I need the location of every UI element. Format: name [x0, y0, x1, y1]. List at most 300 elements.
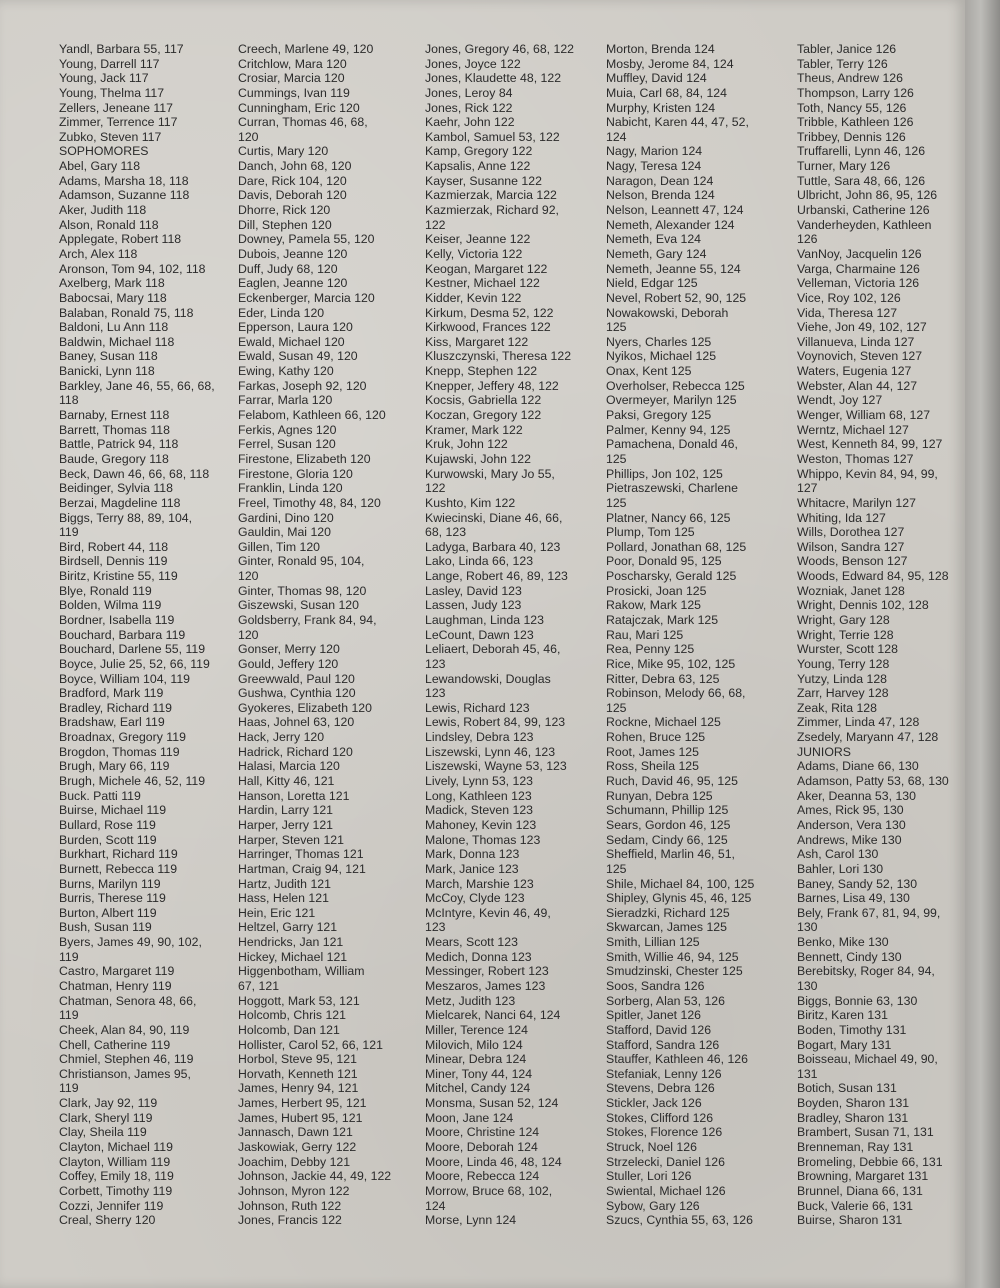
index-entry: Alson, Ronald 118 — [59, 217, 159, 232]
index-entry: Berzai, Magdeline 118 — [59, 495, 181, 510]
index-entry: Clayton, William 119 — [59, 1154, 171, 1169]
index-entry: 124 — [606, 129, 627, 144]
index-entry: Kocsis, Gabriella 122 — [425, 393, 542, 408]
index-entry: Bouchard, Barbara 119 — [59, 627, 186, 642]
index-entry: Long, Kathleen 123 — [425, 788, 532, 803]
index-entry: Baude, Gregory 118 — [59, 451, 169, 466]
index-entry: Yandl, Barbara 55, 117 — [59, 42, 184, 56]
index-entry: Aker, Judith 118 — [59, 203, 147, 218]
index-entry: Wright, Dennis 102, 128 — [797, 598, 929, 613]
index-entry: SOPHOMORES — [59, 144, 149, 159]
index-entry: Nemeth, Alexander 124 — [606, 217, 735, 232]
index-entry: Felabom, Kathleen 66, 120 — [238, 408, 386, 423]
index-entry: Hack, Jerry 120 — [238, 730, 325, 745]
index-entry: Kirkum, Desma 52, 122 — [425, 305, 554, 320]
index-entry: Stevens, Debra 126 — [606, 1081, 715, 1096]
index-entry: Firestone, Gloria 120 — [238, 466, 353, 481]
index-entry: LeCount, Dawn 123 — [425, 627, 534, 642]
index-entry: Vice, Roy 102, 126 — [797, 290, 901, 305]
index-entry: 68, 123 — [425, 525, 467, 540]
index-entry: 119 — [59, 949, 79, 964]
index-entry: Villanueva, Linda 127 — [797, 334, 915, 349]
index-entry: Velleman, Victoria 126 — [797, 276, 920, 291]
index-entry: Moore, Christine 124 — [425, 1125, 540, 1140]
index-entry: Tribbey, Dennis 126 — [797, 129, 906, 144]
index-entry: 119 — [59, 1008, 79, 1023]
index-entry: Ulbricht, John 86, 95, 126 — [797, 188, 938, 203]
index-entry: 124 — [425, 1198, 446, 1213]
index-entry: Stuller, Lori 126 — [606, 1169, 692, 1184]
index-entry: West, Kenneth 84, 99, 127 — [797, 437, 943, 452]
index-entry: Nabicht, Karen 44, 47, 52, — [606, 115, 749, 130]
index-entry: Moore, Linda 46, 48, 124 — [425, 1154, 562, 1169]
index-entry: Malone, Thomas 123 — [425, 832, 541, 847]
index-entry: Goldsberry, Frank 84, 94, — [238, 612, 377, 627]
index-entry: Banicki, Lynn 118 — [59, 364, 155, 379]
index-entry: Nemeth, Jeanne 55, 124 — [606, 261, 741, 276]
index-entry: Lako, Linda 66, 123 — [425, 554, 534, 569]
index-entry: Cozzi, Jennifer 119 — [59, 1198, 164, 1213]
index-entry: Tuttle, Sara 48, 66, 126 — [797, 173, 926, 188]
index-entry: Freel, Timothy 48, 84, 120 — [238, 495, 381, 510]
index-entry: Wills, Dorothea 127 — [797, 525, 905, 540]
index-entry: Babocsai, Mary 118 — [59, 290, 167, 305]
index-entry: Ash, Carol 130 — [797, 847, 879, 862]
index-entry: Heltzel, Garry 121 — [238, 920, 338, 935]
index-entry: Broadnax, Gregory 119 — [59, 730, 186, 745]
index-entry: Brugh, Michele 46, 52, 119 — [59, 774, 206, 789]
index-entry: Johnson, Jackie 44, 49, 122 — [238, 1169, 392, 1184]
index-entry: Knepper, Jeffery 48, 122 — [425, 378, 559, 393]
index-entry: Wright, Gary 128 — [797, 612, 890, 627]
index-entry: Jannasch, Dawn 121 — [238, 1125, 353, 1140]
index-entry: Lange, Robert 46, 89, 123 — [425, 569, 568, 584]
index-entry: Kiss, Margaret 122 — [425, 334, 529, 349]
index-entry: Lindsley, Debra 123 — [425, 730, 534, 745]
index-entry: Tabler, Terry 126 — [797, 56, 888, 71]
index-entry: Moore, Deborah 124 — [425, 1140, 538, 1155]
index-entry: Johnson, Myron 122 — [238, 1183, 350, 1198]
index-entry: Paksi, Gregory 125 — [606, 408, 712, 423]
index-entry: 119 — [59, 1081, 79, 1096]
index-entry: Shile, Michael 84, 100, 125 — [606, 876, 755, 891]
index-entry: Sedam, Cindy 66, 125 — [606, 832, 728, 847]
index-entry: Mark, Janice 123 — [425, 861, 519, 876]
index-entry: Holcomb, Chris 121 — [238, 1008, 346, 1023]
index-entry: Kayser, Susanne 122 — [425, 173, 542, 188]
index-entry: Clark, Sheryl 119 — [59, 1110, 153, 1125]
index-entry: Mitchel, Candy 124 — [425, 1081, 531, 1096]
index-entry: Curtis, Mary 120 — [238, 144, 329, 159]
index-entry: Tribble, Kathleen 126 — [797, 115, 914, 130]
index-entry: Hein, Eric 121 — [238, 905, 316, 920]
index-entry: Smudzinski, Chester 125 — [606, 964, 743, 979]
index-column-5 — [797, 42, 949, 1228]
index-entry: Critchlow, Mara 120 — [238, 56, 347, 71]
index-entry: 127 — [797, 481, 818, 496]
index-entry: Truffarelli, Lynn 46, 126 — [797, 144, 926, 159]
index-entry: Chell, Catherine 119 — [59, 1037, 171, 1052]
index-entry: Anderson, Vera 130 — [797, 817, 906, 832]
index-entry: Burton, Albert 119 — [59, 905, 157, 920]
index-entry: Onax, Kent 125 — [606, 364, 692, 379]
index-entry: Cummings, Ivan 119 — [238, 85, 350, 100]
index-entry: McCoy, Clyde 123 — [425, 891, 525, 906]
index-entry: Ferkis, Agnes 120 — [238, 422, 337, 437]
index-entry: Lively, Lynn 53, 123 — [425, 774, 534, 789]
index-entry: Smith, Lillian 125 — [606, 935, 700, 950]
index-entry: Bush, Susan 119 — [59, 920, 152, 935]
index-entry: Hartz, Judith 121 — [238, 876, 331, 891]
index-entry: Mielcarek, Nanci 64, 124 — [425, 1008, 561, 1023]
index-entry: Keogan, Margaret 122 — [425, 261, 548, 276]
index-entry: Ewald, Susan 49, 120 — [238, 349, 358, 364]
index-entry: Farkas, Joseph 92, 120 — [238, 378, 367, 393]
index-entry: Robinson, Melody 66, 68, — [606, 686, 746, 701]
index-entry: Miner, Tony 44, 124 — [425, 1066, 533, 1081]
index-entry: Pamachena, Donald 46, — [606, 437, 738, 452]
index-entry: Metz, Judith 123 — [425, 993, 516, 1008]
index-entry: Poscharsky, Gerald 125 — [606, 569, 737, 584]
index-entry: Spitler, Janet 126 — [606, 1008, 702, 1023]
index-entry: Giszewski, Susan 120 — [238, 598, 359, 613]
index-entry: Nield, Edgar 125 — [606, 276, 698, 291]
index-entry: Ginter, Ronald 95, 104, — [238, 554, 365, 569]
index-entry: Hadrick, Richard 120 — [238, 744, 353, 759]
index-entry: Baney, Sandy 52, 130 — [797, 876, 918, 891]
index-entry: Barnaby, Ernest 118 — [59, 408, 170, 423]
index-entry: Stokes, Florence 126 — [606, 1125, 723, 1140]
index-entry: Runyan, Debra 125 — [606, 788, 713, 803]
index-entry: Wenger, William 68, 127 — [797, 408, 931, 423]
index-entry: Franklin, Linda 120 — [238, 481, 343, 496]
index-entry: Dill, Stephen 120 — [238, 217, 332, 232]
index-entry: Ratajczak, Mark 125 — [606, 612, 719, 627]
index-entry: Dubois, Jeanne 120 — [238, 246, 348, 261]
index-entry: Coffey, Emily 18, 119 — [59, 1169, 174, 1184]
index-column-3 — [425, 42, 574, 1228]
index-entry: Liszewski, Wayne 53, 123 — [425, 759, 567, 774]
index-entry: 125 — [606, 861, 627, 876]
index-entry: Zarr, Harvey 128 — [797, 686, 889, 701]
index-entry: Szucs, Cynthia 55, 63, 126 — [606, 1213, 753, 1228]
index-entry: Thompson, Larry 126 — [797, 85, 914, 100]
index-entry: Stokes, Clifford 126 — [606, 1110, 714, 1125]
index-entry: Ginter, Thomas 98, 120 — [238, 583, 367, 598]
index-entry: Chmiel, Stephen 46, 119 — [59, 1052, 194, 1067]
index-entry: Corbett, Timothy 119 — [59, 1183, 173, 1198]
index-entry: Kapsalis, Anne 122 — [425, 159, 531, 174]
index-entry: 123 — [425, 656, 446, 671]
index-entry: Swiental, Michael 126 — [606, 1183, 726, 1198]
index-entry: Werntz, Michael 127 — [797, 422, 909, 437]
index-entry: Biggs, Bonnie 63, 130 — [797, 993, 918, 1008]
index-entry: Minear, Debra 124 — [425, 1052, 527, 1067]
index-entry: Hoggott, Mark 53, 121 — [238, 993, 360, 1008]
index-entry: Sieradzki, Richard 125 — [606, 905, 730, 920]
index-entry: Kazmierzak, Richard 92, — [425, 203, 559, 218]
index-entry: Adamson, Suzanne 118 — [59, 188, 190, 203]
index-entry: Murphy, Kristen 124 — [606, 100, 716, 115]
index-entry: Birdsell, Dennis 119 — [59, 554, 168, 569]
index-entry: Kurwowski, Mary Jo 55, — [425, 466, 555, 481]
index-entry: Morse, Lynn 124 — [425, 1213, 517, 1228]
index-entry: Bradford, Mark 119 — [59, 686, 164, 701]
index-entry: VanNoy, Jacquelin 126 — [797, 246, 922, 261]
index-entry: Morrow, Bruce 68, 102, — [425, 1183, 553, 1198]
index-entry: Baney, Susan 118 — [59, 349, 158, 364]
index-entry: Chatman, Senora 48, 66, — [59, 993, 197, 1008]
index-entry: Bradley, Richard 119 — [59, 700, 173, 715]
index-entry: Burden, Scott 119 — [59, 832, 157, 847]
index-entry: Bird, Robert 44, 118 — [59, 539, 169, 554]
index-entry: Ritter, Debra 63, 125 — [606, 671, 720, 686]
index-entry: Boyden, Sharon 131 — [797, 1096, 910, 1111]
index-entry: Gushwa, Cynthia 120 — [238, 686, 356, 701]
index-entry: Bradley, Sharon 131 — [797, 1110, 909, 1125]
index-entry: Halasi, Marcia 120 — [238, 759, 340, 774]
index-entry: Shipley, Glynis 45, 46, 125 — [606, 891, 752, 906]
index-entry: Hollister, Carol 52, 66, 121 — [238, 1037, 383, 1052]
index-entry: Muia, Carl 68, 84, 124 — [606, 85, 727, 100]
index-entry: Bennett, Cindy 130 — [797, 949, 902, 964]
index-entry: Wendt, Joy 127 — [797, 393, 883, 408]
index-entry: Hanson, Loretta 121 — [238, 788, 350, 803]
index-entry: Ross, Sheila 125 — [606, 759, 699, 774]
index-entry: Abel, Gary 118 — [59, 159, 141, 174]
index-entry: Balaban, Ronald 75, 118 — [59, 305, 194, 320]
index-entry: Kluszczynski, Theresa 122 — [425, 349, 572, 364]
index-entry: Waters, Eugenia 127 — [797, 364, 912, 379]
index-entry: Adams, Diane 66, 130 — [797, 759, 919, 774]
index-entry: McIntyre, Kevin 46, 49, — [425, 905, 551, 920]
index-entry: Yutzy, Linda 128 — [797, 671, 888, 686]
index-entry: Downey, Pamela 55, 120 — [238, 232, 375, 247]
index-entry: Arch, Alex 118 — [59, 246, 138, 261]
index-entry: Toth, Nancy 55, 126 — [797, 100, 907, 115]
index-entry: Skwarcan, James 125 — [606, 920, 727, 935]
index-entry: Andrews, Mike 130 — [797, 832, 902, 847]
index-entry: Zimmer, Linda 47, 128 — [797, 715, 920, 730]
index-entry: Ames, Rick 95, 130 — [797, 803, 904, 818]
index-entry: Baldwin, Michael 118 — [59, 334, 175, 349]
index-entry: Brunnel, Diana 66, 131 — [797, 1183, 923, 1198]
index-entry: 130 — [797, 920, 818, 935]
index-entry: Palmer, Kenny 94, 125 — [606, 422, 731, 437]
index-entry: Harper, Jerry 121 — [238, 817, 334, 832]
index-entry: Gould, Jeffery 120 — [238, 656, 339, 671]
index-entry: Boisseau, Michael 49, 90, — [797, 1052, 938, 1067]
index-entry: Ladyga, Barbara 40, 123 — [425, 539, 561, 554]
index-entry: Morton, Brenda 124 — [606, 42, 715, 56]
index-entry: Stickler, Jack 126 — [606, 1096, 702, 1111]
index-entry: Mahoney, Kevin 123 — [425, 817, 537, 832]
index-entry: Moore, Rebecca 124 — [425, 1169, 540, 1184]
index-entry: Nevel, Robert 52, 90, 125 — [606, 290, 747, 305]
index-entry: Adams, Marsha 18, 118 — [59, 173, 189, 188]
index-entry: Kruk, John 122 — [425, 437, 508, 452]
index-entry: Whitacre, Marilyn 127 — [797, 495, 916, 510]
index-entry: Keiser, Jeanne 122 — [425, 232, 531, 247]
index-entry: March, Marshie 123 — [425, 876, 534, 891]
index-entry: 125 — [606, 451, 627, 466]
index-entry: Wurster, Scott 128 — [797, 642, 898, 657]
index-entry: Dhorre, Rick 120 — [238, 203, 331, 218]
index-entry: Danch, John 68, 120 — [238, 159, 352, 174]
index-entry: Jones, Rick 122 — [425, 100, 513, 115]
index-entry: 120 — [238, 627, 259, 642]
index-entry: Varga, Charmaine 126 — [797, 261, 920, 276]
index-entry: Battle, Patrick 94, 118 — [59, 437, 179, 452]
index-entry: Tabler, Janice 126 — [797, 42, 897, 56]
index-entry: Burnett, Rebecca 119 — [59, 861, 178, 876]
index-entry: Prosicki, Joan 125 — [606, 583, 707, 598]
index-entry: Nagy, Marion 124 — [606, 144, 703, 159]
index-entry: 125 — [606, 700, 627, 715]
index-entry: 119 — [59, 525, 79, 540]
index-entry: Mark, Donna 123 — [425, 847, 520, 862]
index-entry: Hartman, Craig 94, 121 — [238, 861, 366, 876]
index-entry: Madick, Steven 123 — [425, 803, 534, 818]
index-entry: Zsedely, Maryann 47, 128 — [797, 730, 939, 745]
index-entry: Hickey, Michael 121 — [238, 949, 348, 964]
index-entry: James, Henry 94, 121 — [238, 1081, 359, 1096]
index-entry: Kamp, Gregory 122 — [425, 144, 533, 159]
index-entry: Whippo, Kevin 84, 94, 99, — [797, 466, 938, 481]
index-entry: Byers, James 49, 90, 102, — [59, 935, 202, 950]
index-entry: Moon, Jane 124 — [425, 1110, 514, 1125]
index-entry: Duff, Judy 68, 120 — [238, 261, 338, 276]
index-entry: Joachim, Debby 121 — [238, 1154, 351, 1169]
index-entry: Applegate, Robert 118 — [59, 232, 182, 247]
index-entry: Farrar, Marla 120 — [238, 393, 333, 408]
index-entry: Vanderheyden, Kathleen — [797, 217, 932, 232]
index-entry: Kirkwood, Frances 122 — [425, 320, 551, 335]
index-entry: Bogart, Mary 131 — [797, 1037, 892, 1052]
index-entry: Young, Thelma 117 — [59, 85, 165, 100]
index-entry: Whiting, Ida 127 — [797, 510, 886, 525]
index-entry: Browning, Margaret 131 — [797, 1169, 929, 1184]
index-entry: Viehe, Jon 49, 102, 127 — [797, 320, 927, 335]
index-entry: Laughman, Linda 123 — [425, 612, 544, 627]
index-entry: Rohen, Bruce 125 — [606, 730, 706, 745]
index-entry: Barrett, Thomas 118 — [59, 422, 170, 437]
index-entry: Burkhart, Richard 119 — [59, 847, 178, 862]
index-entry: Plump, Tom 125 — [606, 525, 695, 540]
index-entry: Kushto, Kim 122 — [425, 495, 516, 510]
index-entry: Rice, Mike 95, 102, 125 — [606, 656, 736, 671]
index-entry: Jones, Gregory 46, 68, 122 — [425, 42, 575, 56]
index-column-2 — [238, 42, 391, 1228]
index-entry: Creech, Marlene 49, 120 — [238, 42, 374, 56]
index-entry: Knepp, Stephen 122 — [425, 364, 538, 379]
index-entry: Lasley, David 123 — [425, 583, 522, 598]
index-entry: Kwiecinski, Diane 46, 66, — [425, 510, 563, 525]
index-entry: Gonser, Merry 120 — [238, 642, 340, 657]
index-entry: Gardini, Dino 120 — [238, 510, 334, 525]
index-entry: Nelson, Leannett 47, 124 — [606, 203, 744, 218]
index-entry: Clayton, Michael 119 — [59, 1140, 173, 1155]
index-entry: James, Herbert 95, 121 — [238, 1096, 367, 1111]
index-entry: Smith, Willie 46, 94, 125 — [606, 949, 739, 964]
index-entry: Burris, Therese 119 — [59, 891, 166, 906]
index-entry: Lassen, Judy 123 — [425, 598, 522, 613]
index-entry: Woods, Edward 84, 95, 128 — [797, 569, 949, 584]
index-entry: Zellers, Jeneane 117 — [59, 100, 173, 115]
index-entry: Axelberg, Mark 118 — [59, 276, 165, 291]
index-entry: Barkley, Jane 46, 55, 66, 68, — [59, 378, 215, 393]
index-entry: Chatman, Henry 119 — [59, 979, 172, 993]
page-edge — [965, 0, 1000, 1288]
index-entry: 67, 121 — [238, 979, 280, 993]
index-entry: Bahler, Lori 130 — [797, 861, 884, 876]
index-entry: Zeak, Rita 128 — [797, 700, 877, 715]
index-entry: 125 — [606, 495, 627, 510]
index-entry: Kazmierzak, Marcia 122 — [425, 188, 557, 203]
index-entry: Rockne, Michael 125 — [606, 715, 721, 730]
index-entry: Mears, Scott 123 — [425, 935, 518, 950]
index-entry: Koczan, Gregory 122 — [425, 408, 542, 423]
index-entry: Wright, Terrie 128 — [797, 627, 894, 642]
index-entry: Bolden, Wilma 119 — [59, 598, 162, 613]
index-entry: Aker, Deanna 53, 130 — [797, 788, 916, 803]
index-entry: Ewald, Michael 120 — [238, 334, 345, 349]
index-entry: Strzelecki, Daniel 126 — [606, 1154, 725, 1169]
index-entry: Wozniak, Janet 128 — [797, 583, 905, 598]
index-entry: Greewwald, Paul 120 — [238, 671, 355, 686]
index-entry: Biggs, Terry 88, 89, 104, — [59, 510, 193, 525]
index-entry: Harringer, Thomas 121 — [238, 847, 364, 862]
index-entry: Johnson, Ruth 122 — [238, 1198, 342, 1213]
index-entry: Ferrel, Susan 120 — [238, 437, 336, 452]
index-entry: Eaglen, Jeanne 120 — [238, 276, 348, 291]
index-entry: Hall, Kitty 46, 121 — [238, 774, 335, 789]
index-entry: Cunningham, Eric 120 — [238, 100, 360, 115]
index-entry: James, Hubert 95, 121 — [238, 1110, 363, 1125]
index-entry: Sybow, Gary 126 — [606, 1198, 700, 1213]
index-entry: Creal, Sherry 120 — [59, 1213, 156, 1228]
index-entry: Blye, Ronald 119 — [59, 583, 152, 598]
index-entry: Leliaert, Deborah 45, 46, — [425, 642, 561, 657]
index-entry: Clark, Jay 92, 119 — [59, 1096, 158, 1111]
index-entry: Muffley, David 124 — [606, 71, 707, 86]
index-entry: Sheffield, Marlin 46, 51, — [606, 847, 735, 862]
index-entry: Holcomb, Dan 121 — [238, 1022, 340, 1037]
index-entry: Schumann, Phillip 125 — [606, 803, 729, 818]
index-entry: 131 — [797, 1066, 818, 1081]
index-entry: Overholser, Rebecca 125 — [606, 378, 745, 393]
index-entry: Biritz, Karen 131 — [797, 1008, 888, 1023]
index-entry: 120 — [238, 569, 259, 584]
index-entry: Stauffer, Kathleen 46, 126 — [606, 1052, 748, 1067]
index-entry: Lewis, Robert 84, 99, 123 — [425, 715, 566, 730]
index-entry: Horbol, Steve 95, 121 — [238, 1052, 357, 1067]
index-entry: 125 — [606, 320, 627, 335]
index-entry: Nemeth, Gary 124 — [606, 246, 707, 261]
index-entry: Zubko, Steven 117 — [59, 129, 162, 144]
index-entry: Woods, Benson 127 — [797, 554, 908, 569]
index-entry: Eder, Linda 120 — [238, 305, 325, 320]
index-entry: Curran, Thomas 46, 68, — [238, 115, 368, 130]
index-column-4 — [606, 42, 754, 1228]
index-entry: Nagy, Teresa 124 — [606, 159, 702, 174]
index-entry: Soos, Sandra 126 — [606, 979, 705, 993]
index-entry: Nyikos, Michael 125 — [606, 349, 717, 364]
index-entry: Aronson, Tom 94, 102, 118 — [59, 261, 206, 276]
index-entry: Dare, Rick 104, 120 — [238, 173, 347, 188]
index-entry: Nemeth, Eva 124 — [606, 232, 702, 247]
index-entry: Jaskowiak, Gerry 122 — [238, 1140, 357, 1155]
